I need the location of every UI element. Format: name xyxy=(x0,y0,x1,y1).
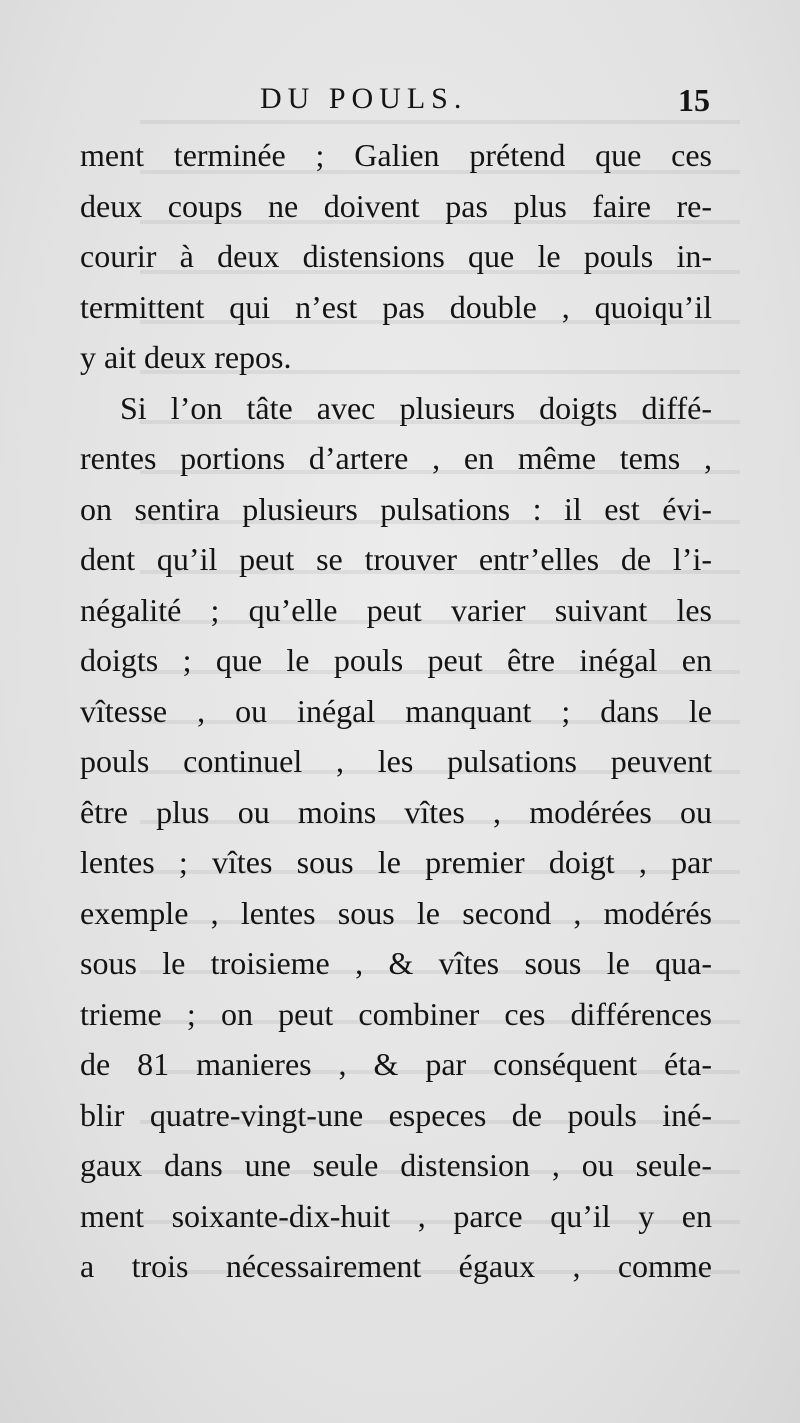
text-line: a trois nécessairement égaux , comme xyxy=(80,1248,712,1284)
text-line: être plus ou moins vîtes , modérées ou xyxy=(80,793,712,830)
text-line: termittent qui n’est pas double , quoiqu’il xyxy=(80,288,712,325)
text-line: ment soixante-dix-huit , parce qu’il y en xyxy=(80,1197,712,1234)
text-line: courir à deux distensions que le pouls in- xyxy=(80,238,712,274)
text-line: rentes portions d’artere , en même tems , xyxy=(80,440,712,476)
text-line: exemple , lentes sous le second , modérés xyxy=(80,894,712,931)
text-line: ment terminée ; Galien prétend que ces xyxy=(80,137,712,173)
page-header xyxy=(80,82,710,122)
text-line: pouls continuel , les pulsations peuvent xyxy=(80,743,712,779)
text-line: on sentira plusieurs pulsations : il est évi- xyxy=(80,490,712,527)
text-line: vîtesse , ou inégal manquant ; dans le xyxy=(80,692,712,729)
text-line: trieme ; on peut combiner ces différences xyxy=(80,995,712,1032)
text-line: de 81 manieres , & par conséquent éta- xyxy=(80,1046,712,1082)
running-title: DU POULS. xyxy=(260,82,468,115)
text-line: négalité ; qu’elle peut varier suivant les xyxy=(80,591,712,628)
text-line: lentes ; vîtes sous le premier doigt , par xyxy=(80,844,712,880)
text-line: doigts ; que le pouls peut être inégal en xyxy=(80,642,712,678)
text-line: sous le troisieme , & vîtes sous le qua- xyxy=(80,945,712,981)
text-line: y ait deux repos. xyxy=(80,339,292,375)
text-line: Si l’on tâte avec plusieurs doigts diffé- xyxy=(120,389,712,426)
text-line: blir quatre-vingt-une especes de pouls iné- xyxy=(80,1096,712,1133)
text-line: dent qu’il peut se trouver entr’elles de l’i- xyxy=(80,541,712,577)
text-line: gaux dans une seule distension , ou seule- xyxy=(80,1147,712,1183)
body-text xyxy=(80,130,712,1292)
text-line: deux coups ne doivent pas plus faire re- xyxy=(80,187,712,224)
page-number: 15 xyxy=(678,82,710,118)
